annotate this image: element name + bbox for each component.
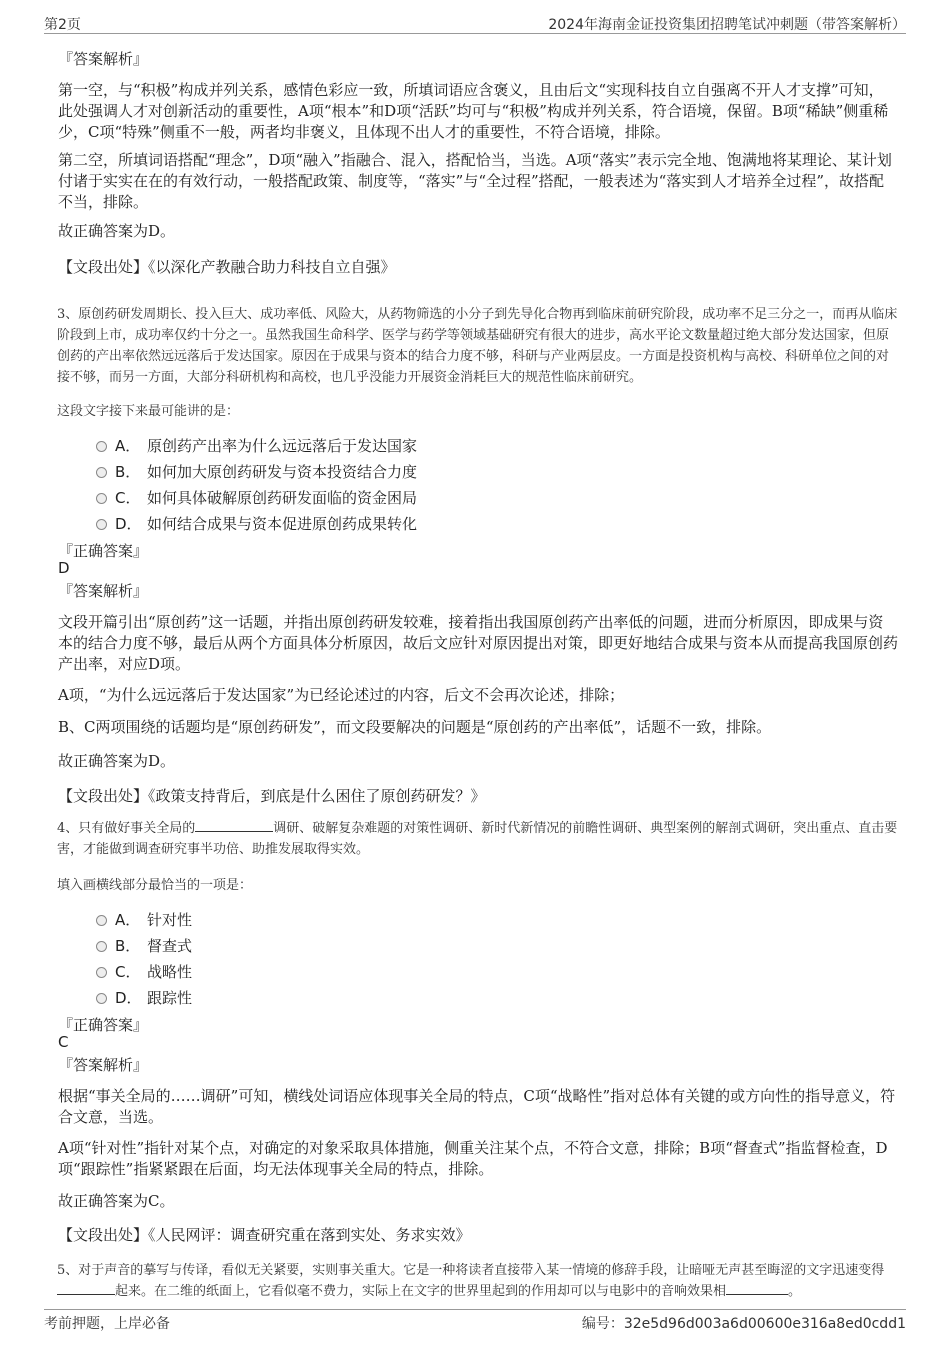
q3-prompt: 这段文字接下来最可能讲的是：	[57, 404, 240, 419]
radio-icon[interactable]	[96, 967, 107, 978]
q3-answer-label: 『正确答案』	[58, 542, 149, 560]
page-number: 第2页	[44, 17, 81, 33]
q3-analysis-label: 『答案解析』	[58, 582, 149, 600]
q3-option-c[interactable]: C． 如何具体破解原创药研发面临的资金困局	[96, 487, 417, 508]
q2-source: 【文段出处】《以深化产教融合助力科技自立自强》	[58, 258, 396, 276]
q4-stem: 4、只有做好事关全局的 调研、破解复杂难题的对策性调研、新时代新情况的前瞻性调研、典型案例的解剖式调研，突出重点、直击要害，才能做到调查研究事半功倍、助推发展取得实效。	[57, 821, 898, 857]
q3-analysis-para2: A项，“为什么远远落后于发达国家”为已经论述过的内容，后文不会再次论述，排除；	[58, 686, 625, 704]
q4-option-c[interactable]: C． 战略性	[96, 961, 192, 982]
q4-analysis-label: 『答案解析』	[58, 1056, 149, 1074]
q3-stem: 3、原创药研发周期长、投入巨大、成功率低、风险大，从药物筛选的小分子到先导化合物再到临床前研究阶段，成功率不足三分之一，而再从临床阶段到上市，成功率仅约十分之一。虽然我国生命科学、医学与药学等领域基础研究有很大的进步，高水平论文数量超过绝大部分发达国家，但原创药的产出率依然远远落后于发达国家。原因在于成果与资本的结合力度不够，科研与产业两层皮。一方面是投资机构与高校、科研单位之间的对接不够，而另一方面，大部分科研机构和高校，也几乎没能力开展资金消耗巨大的规范性临床前研究。	[57, 307, 898, 385]
q4-option-a[interactable]: A． 针对性	[96, 909, 192, 930]
q4-analysis-para2: A项“针对性”指针对某个点，对确定的对象采取具体措施，侧重关注某个点，不符合文意，排除；B项“督查式”指监督检查，D项“跟踪性”指紧紧跟在后面，均无法体现事关全局的特点，排除。	[58, 1139, 888, 1178]
header-divider	[44, 33, 906, 34]
q3-option-a[interactable]: A． 原创药产出率为什么远远落后于发达国家	[96, 435, 417, 456]
q3-option-b[interactable]: B． 如何加大原创药研发与资本投资结合力度	[96, 461, 417, 482]
q4-source: 【文段出处】《人民网评：调查研究重在落到实处、务求实效》	[58, 1226, 471, 1244]
footer-divider	[44, 1309, 906, 1310]
fill-blank	[57, 1282, 115, 1295]
q4-answer: C	[58, 1033, 69, 1051]
radio-icon[interactable]	[96, 493, 107, 504]
fill-blank	[726, 1282, 788, 1295]
radio-icon[interactable]	[96, 519, 107, 530]
radio-icon[interactable]	[96, 915, 107, 926]
radio-icon[interactable]	[96, 441, 107, 452]
radio-icon[interactable]	[96, 993, 107, 1004]
radio-icon[interactable]	[96, 467, 107, 478]
fill-blank	[195, 819, 273, 832]
q4-option-b[interactable]: B． 督查式	[96, 935, 192, 956]
q5-stem: 5、对于声音的摹写与传译，看似无关紧要，实则事关重大。它是一种将读者直接带入某一情境的修辞手段，让暗哑无声甚至晦涩的文字迅速变得起来。在二维的纸面上，它看似毫不费力，实际上在文字的世界里起到的作用却可以与电影中的音响效果相 。	[57, 1263, 885, 1299]
q3-analysis-para1: 文段开篇引出“原创药”这一话题，并指出原创药研发较难，接着指出我国原创药产出率低的问题，进而分析原因，即成果与资本的结合力度不够，最后从两个方面具体分析原因，故后文应针对原因提出对策，即更好地结合成果与资本从而提高我国原创药产出率，对应D项。	[58, 613, 899, 673]
q3-source: 【文段出处】《政策支持背后，到底是什么困住了原创药研发？》	[58, 787, 486, 805]
q3-conclusion: 故正确答案为D。	[58, 752, 176, 770]
q3-option-d[interactable]: D． 如何结合成果与资本促进原创药成果转化	[96, 513, 417, 534]
q2-analysis-label: 『答案解析』	[58, 50, 149, 68]
footer-serial: 编号：32e5d96d003a6d00600e316a8ed0cdd1	[581, 1316, 906, 1332]
radio-icon[interactable]	[96, 941, 107, 952]
q4-option-d[interactable]: D． 跟踪性	[96, 987, 192, 1008]
q4-answer-label: 『正确答案』	[58, 1016, 149, 1034]
q2-analysis-para1: 第一空，与“积极”构成并列关系，感情色彩应一致，所填词语应含褒义，且由后文“实现科技自立自强离不开人才支撑”可知，此处强调人才对创新活动的重要性，A项“根本”和D项“活跃”均可与“积极”构成并列关系，符合语境，保留。B项“稀缺”侧重稀少，C项“特殊”侧重不一般，两者均非褒义，且体现不出人才的重要性，不符合语境，排除。	[58, 81, 889, 141]
footer-slogan: 考前押题，上岸必备	[44, 1316, 170, 1332]
q2-analysis-para2: 第二空，所填词语搭配“理念”，D项“融入”指融合、混入，搭配恰当，当选。A项“落实”表示完全地、饱满地将某理论、某计划付诸于实实在在的有效行动，一般搭配政策、制度等，“落实”与“全过程”搭配，一般表述为“落实到人才培养全过程”，故搭配不当，排除。	[58, 151, 892, 211]
q3-analysis-para3: B、C两项围绕的话题均是“原创药研发”，而文段要解决的问题是“原创药的产出率低”，话题不一致，排除。	[58, 718, 772, 736]
q4-prompt: 填入画横线部分最恰当的一项是：	[57, 878, 253, 893]
document-title: 2024年海南金证投资集团招聘笔试冲刺题（带答案解析）	[548, 17, 906, 33]
q4-conclusion: 故正确答案为C。	[58, 1192, 175, 1210]
q2-conclusion: 故正确答案为D。	[58, 222, 176, 240]
q3-answer: D	[58, 559, 70, 577]
q4-analysis-para1: 根据“事关全局的……调研”可知，横线处词语应体现事关全局的特点，C项“战略性”指对总体有关键的或方向性的指导意义，符合文意，当选。	[58, 1087, 896, 1126]
